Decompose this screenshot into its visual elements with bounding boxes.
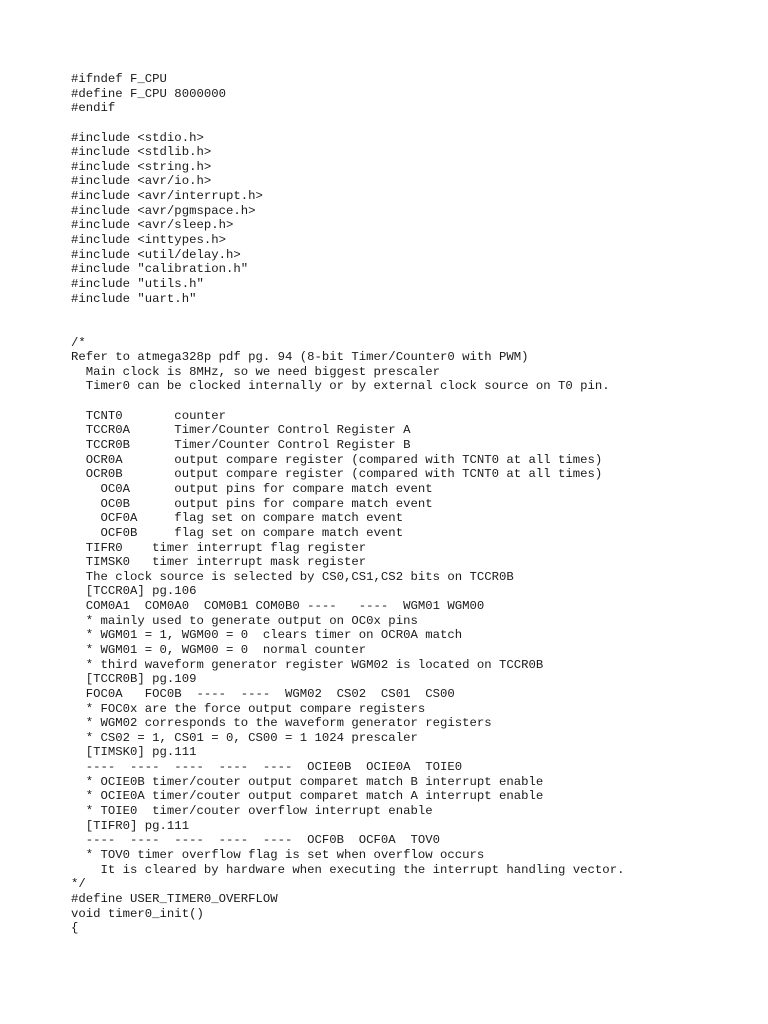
code-line: * WGM01 = 1, WGM00 = 0 clears timer on OCR0A match xyxy=(71,628,463,643)
code-line xyxy=(71,394,624,409)
code-line: * WGM01 = 0, WGM00 = 0 normal counter xyxy=(71,642,367,657)
code-line: The clock source is selected by CS0,CS1,CS2 bits on TCCR0B xyxy=(71,569,514,584)
code-line: #include <stdio.h> xyxy=(71,130,204,145)
code-line: #include "utils.h" xyxy=(71,276,204,291)
code-line: * mainly used to generate output on OC0x pins xyxy=(71,613,418,628)
code-line: #include <inttypes.h> xyxy=(71,233,226,248)
code-line: OC0B output pins for compare match event xyxy=(71,496,433,511)
code-line: TIMSK0 timer interrupt mask register xyxy=(71,555,367,570)
code-line: #include "uart.h" xyxy=(71,291,197,306)
code-line: COM0A1 COM0A0 COM0B1 COM0B0 ---- ---- WGM01 WGM00 xyxy=(71,599,485,614)
code-line: It is cleared by hardware when executing the interrupt handling vector. xyxy=(71,862,625,877)
code-line: #include <avr/io.h> xyxy=(71,174,212,189)
code-line: FOC0A FOC0B ---- ---- WGM02 CS02 CS01 CS00 xyxy=(71,686,455,701)
code-line: * TOIE0 timer/couter overflow interrupt enable xyxy=(71,804,433,819)
code-line: [TCCR0B] pg.109 xyxy=(71,672,197,687)
code-line: * CS02 = 1, CS01 = 0, CS00 = 1 1024 prescaler xyxy=(71,730,418,745)
code-line: */ xyxy=(71,877,86,892)
code-line: #define USER_TIMER0_OVERFLOW xyxy=(71,891,278,906)
code-line: #include <util/delay.h> xyxy=(71,247,241,262)
code-line: OCF0A flag set on compare match event xyxy=(71,511,404,526)
code-line xyxy=(71,321,624,336)
code-line xyxy=(71,306,624,321)
code-line: #endif xyxy=(71,101,116,116)
code-line: * TOV0 timer overflow flag is set when overflow occurs xyxy=(71,847,485,862)
code-line: [TIMSK0] pg.111 xyxy=(71,745,197,760)
code-line: TCNT0 counter xyxy=(71,408,226,423)
code-line: Main clock is 8MHz, so we need biggest prescaler xyxy=(71,364,440,379)
code-line: * OCIE0B timer/couter output comparet match B interrupt enable xyxy=(71,774,544,789)
code-line: [TCCR0A] pg.106 xyxy=(71,584,197,599)
code-line: Refer to atmega328p pdf pg. 94 (8-bit Timer/Counter0 with PWM) xyxy=(71,350,529,365)
code-line: ---- ---- ---- ---- ---- OCIE0B OCIE0A TOIE0 xyxy=(71,760,463,775)
source-code-block xyxy=(71,72,624,936)
code-line: void timer0_init() xyxy=(71,906,204,921)
code-line: TCCR0B Timer/Counter Control Register B xyxy=(71,438,411,453)
code-line: OCF0B flag set on compare match event xyxy=(71,525,404,540)
code-line: #ifndef F_CPU xyxy=(71,72,167,86)
code-line: TIFR0 timer interrupt flag register xyxy=(71,540,367,555)
code-line: #include "calibration.h" xyxy=(71,262,249,277)
code-line: { xyxy=(71,921,79,936)
code-line: * WGM02 corresponds to the waveform generator registers xyxy=(71,716,492,731)
code-line: #include <stdlib.h> xyxy=(71,145,212,160)
code-line: TCCR0A Timer/Counter Control Register A xyxy=(71,423,411,438)
code-line: * third waveform generator register WGM02 is located on TCCR0B xyxy=(71,657,544,672)
code-line: [TIFR0] pg.111 xyxy=(71,818,190,833)
code-line: * OCIE0A timer/couter output comparet match A interrupt enable xyxy=(71,789,544,804)
code-line: * FOC0x are the force output compare registers xyxy=(71,701,426,716)
code-line xyxy=(71,116,624,131)
code-line: OC0A output pins for compare match event xyxy=(71,481,433,496)
code-line: #include <string.h> xyxy=(71,159,212,174)
code-line: /* xyxy=(71,335,86,350)
code-line: Timer0 can be clocked internally or by external clock source on T0 pin. xyxy=(71,379,610,394)
code-line: OCR0B output compare register (compared with TCNT0 at all times) xyxy=(71,467,603,482)
code-line: #include <avr/interrupt.h> xyxy=(71,189,263,204)
code-line: #define F_CPU 8000000 xyxy=(71,86,226,101)
code-line: ---- ---- ---- ---- ---- OCF0B OCF0A TOV0 xyxy=(71,833,440,848)
code-line: #include <avr/pgmspace.h> xyxy=(71,203,256,218)
code-line: OCR0A output compare register (compared with TCNT0 at all times) xyxy=(71,452,603,467)
code-line: #include <avr/sleep.h> xyxy=(71,218,234,233)
